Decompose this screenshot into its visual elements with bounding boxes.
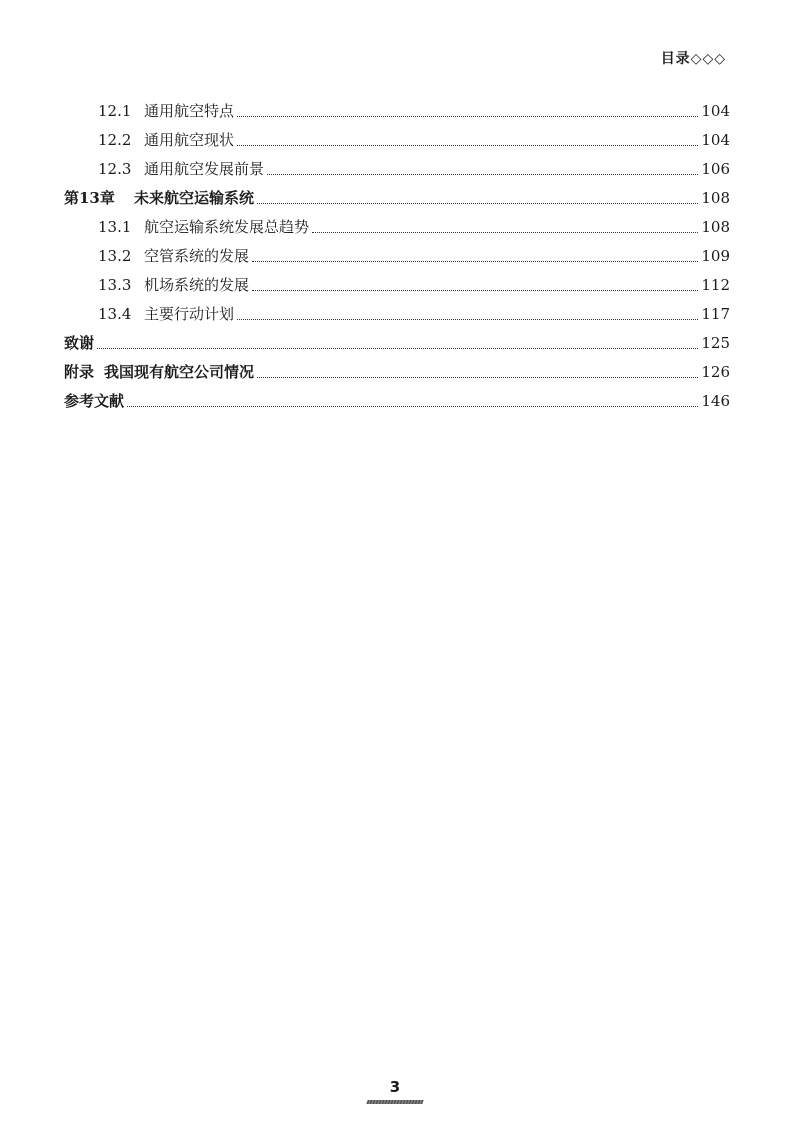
toc-entry-acknowledgements[interactable] bbox=[64, 324, 730, 353]
toc-entry-number: 12.2 bbox=[98, 131, 132, 149]
dot-leader bbox=[267, 174, 698, 175]
toc-entry-12-1[interactable] bbox=[64, 92, 730, 121]
toc-entry-page: 108 bbox=[701, 218, 730, 236]
toc-entry-title: 未来航空运输系统 bbox=[134, 189, 255, 207]
page-number: 3 bbox=[389, 1078, 401, 1096]
toc-entry-page: 106 bbox=[701, 160, 730, 178]
toc-entry-title: 通用航空现状 bbox=[144, 131, 235, 149]
dot-leader bbox=[237, 145, 698, 146]
page-footer bbox=[0, 1078, 790, 1104]
toc-entry-title: 通用航空特点 bbox=[144, 102, 235, 120]
dot-leader bbox=[237, 116, 698, 117]
toc-entry-number: 13.1 bbox=[98, 218, 132, 236]
toc-entry-title: 空管系统的发展 bbox=[144, 247, 250, 265]
toc-entry-number: 第13章 bbox=[64, 189, 115, 207]
dot-leader bbox=[237, 319, 698, 320]
toc-entry-title: 致谢 bbox=[64, 334, 95, 352]
toc-entry-title: 通用航空发展前景 bbox=[144, 160, 265, 178]
dot-leader bbox=[252, 290, 698, 291]
toc-entry-12-2[interactable] bbox=[64, 121, 730, 150]
table-of-contents bbox=[64, 92, 730, 411]
toc-entry-13-4[interactable] bbox=[64, 295, 730, 324]
toc-entry-13-2[interactable] bbox=[64, 237, 730, 266]
toc-entry-page: 125 bbox=[701, 334, 730, 352]
footer-ornament bbox=[366, 1100, 423, 1104]
toc-entry-title: 航空运输系统发展总趋势 bbox=[144, 218, 310, 236]
toc-entry-page: 126 bbox=[701, 363, 730, 381]
toc-entry-title: 参考文献 bbox=[64, 392, 125, 410]
toc-entry-page: 104 bbox=[701, 131, 730, 149]
dot-leader bbox=[252, 261, 698, 262]
toc-entry-page: 104 bbox=[701, 102, 730, 120]
toc-entry-number: 12.3 bbox=[98, 160, 132, 178]
dot-leader bbox=[257, 203, 698, 204]
toc-entry-title: 主要行动计划 bbox=[144, 305, 235, 323]
dot-leader bbox=[257, 377, 698, 378]
dot-leader bbox=[312, 232, 698, 233]
toc-entry-13-1[interactable] bbox=[64, 208, 730, 237]
running-header: 目录◇◇◇ bbox=[660, 51, 726, 67]
toc-entry-references[interactable] bbox=[64, 382, 730, 411]
toc-entry-page: 117 bbox=[701, 305, 730, 323]
toc-entry-12-3[interactable] bbox=[64, 150, 730, 179]
dot-leader bbox=[97, 348, 698, 349]
toc-entry-page: 109 bbox=[701, 247, 730, 265]
toc-entry-number: 附录 bbox=[64, 363, 95, 381]
toc-entry-page: 112 bbox=[701, 276, 730, 294]
dot-leader bbox=[127, 406, 698, 407]
toc-entry-number: 12.1 bbox=[98, 102, 132, 120]
toc-entry-chapter-13[interactable] bbox=[64, 179, 730, 208]
toc-entry-number: 13.2 bbox=[98, 247, 132, 265]
toc-entry-appendix[interactable] bbox=[64, 353, 730, 382]
toc-entry-title: 我国现有航空公司情况 bbox=[104, 363, 255, 381]
toc-entry-number: 13.3 bbox=[98, 276, 132, 294]
toc-entry-page: 108 bbox=[701, 189, 730, 207]
toc-entry-number: 13.4 bbox=[98, 305, 132, 323]
toc-entry-title: 机场系统的发展 bbox=[144, 276, 250, 294]
toc-entry-page: 146 bbox=[701, 392, 730, 410]
toc-entry-13-3[interactable] bbox=[64, 266, 730, 295]
